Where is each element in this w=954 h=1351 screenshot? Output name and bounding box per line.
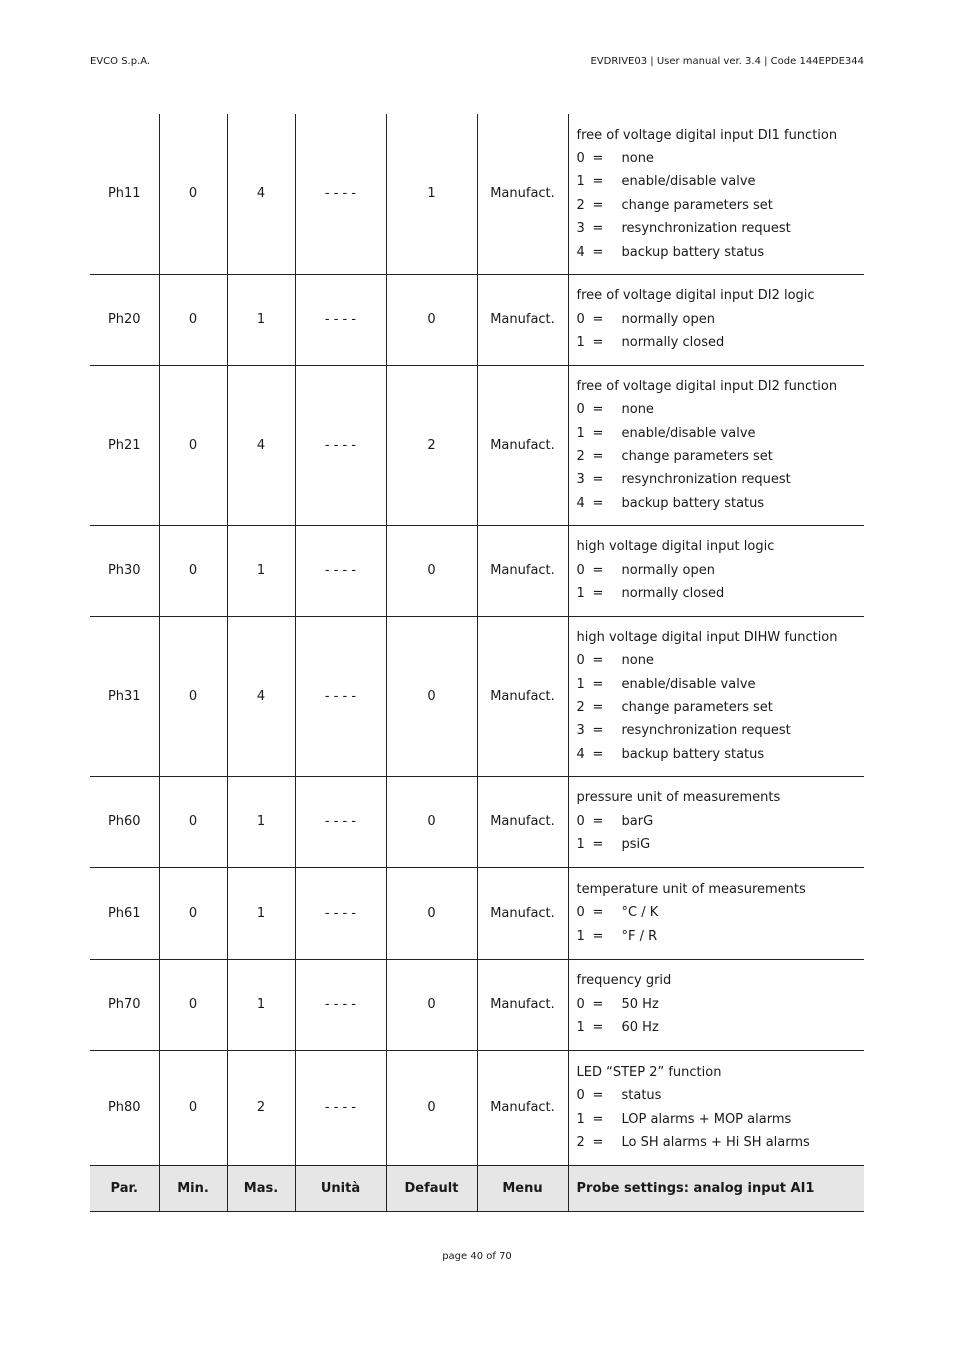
option-label: status xyxy=(621,1088,662,1104)
cell-menu: Manufact. xyxy=(477,776,568,867)
table-row xyxy=(90,274,864,365)
cell-min: 0 xyxy=(159,959,227,1050)
option-line xyxy=(577,1108,857,1131)
table-row xyxy=(90,365,864,525)
equals-sign: = xyxy=(592,586,604,602)
cell-max: 4 xyxy=(227,365,295,525)
cell-min: 0 xyxy=(159,274,227,365)
cell-default: 1 xyxy=(386,114,477,274)
cell-max: 4 xyxy=(227,114,295,274)
option-line xyxy=(577,901,857,924)
table-row xyxy=(90,525,864,616)
cell-menu: Manufact. xyxy=(477,959,568,1050)
cell-par: Ph31 xyxy=(90,616,159,776)
option-line xyxy=(577,719,857,742)
option-label: backup battery status xyxy=(621,495,765,511)
option-line xyxy=(577,147,857,170)
option-line xyxy=(577,1131,857,1154)
equals-sign: = xyxy=(592,653,604,669)
cell-unit: - - - - xyxy=(295,274,386,365)
option-label: enable/disable valve xyxy=(621,425,756,441)
cell-max: 1 xyxy=(227,959,295,1050)
cell-max: 1 xyxy=(227,274,295,365)
option-label: change parameters set xyxy=(621,197,773,213)
col-header-max: Mas. xyxy=(227,1165,295,1211)
cell-min: 0 xyxy=(159,114,227,274)
table-header-row xyxy=(90,1165,864,1211)
cell-default: 2 xyxy=(386,365,477,525)
parameters-table xyxy=(90,114,864,1212)
parameters-table-body xyxy=(90,114,864,1211)
equals-sign: = xyxy=(592,905,604,921)
cell-min: 0 xyxy=(159,365,227,525)
equals-sign: = xyxy=(592,723,604,739)
option-line xyxy=(577,743,857,766)
cell-max: 1 xyxy=(227,525,295,616)
col-header-unit: Unità xyxy=(295,1165,386,1211)
cell-description xyxy=(568,867,864,959)
cell-unit: - - - - xyxy=(295,959,386,1050)
cell-par: Ph60 xyxy=(90,776,159,867)
option-value: 4 xyxy=(576,244,585,260)
cell-par: Ph30 xyxy=(90,525,159,616)
cell-min: 0 xyxy=(159,616,227,776)
cell-default: 0 xyxy=(386,1050,477,1165)
cell-min: 0 xyxy=(159,1050,227,1165)
option-label: normally open xyxy=(621,562,715,578)
cell-menu: Manufact. xyxy=(477,114,568,274)
option-line xyxy=(577,468,857,491)
equals-sign: = xyxy=(592,425,604,441)
cell-max: 2 xyxy=(227,1050,295,1165)
option-value: 1 xyxy=(576,1111,585,1127)
option-label: °F / R xyxy=(621,928,658,944)
cell-menu: Manufact. xyxy=(477,525,568,616)
description-title: high voltage digital input DIHW function xyxy=(576,629,838,645)
cell-max: 4 xyxy=(227,616,295,776)
equals-sign: = xyxy=(592,244,604,260)
option-line xyxy=(577,170,857,193)
equals-sign: = xyxy=(592,221,604,237)
description-title: frequency grid xyxy=(576,973,672,989)
cell-min: 0 xyxy=(159,867,227,959)
option-value: 2 xyxy=(576,700,585,715)
option-label: resynchronization request xyxy=(621,221,791,237)
equals-sign: = xyxy=(592,1020,604,1036)
description-title: temperature unit of measurements xyxy=(576,881,806,897)
option-value: 3 xyxy=(576,221,585,237)
col-header-par: Par. xyxy=(90,1165,159,1211)
cell-description xyxy=(568,274,864,365)
option-label: normally closed xyxy=(621,586,725,602)
option-label: normally closed xyxy=(621,335,725,351)
option-line xyxy=(577,673,857,696)
equals-sign: = xyxy=(592,311,604,327)
cell-description xyxy=(568,525,864,616)
option-label: change parameters set xyxy=(621,449,773,464)
option-value: 1 xyxy=(576,676,585,692)
option-label: barG xyxy=(621,813,654,829)
cell-menu: Manufact. xyxy=(477,274,568,365)
option-value: 3 xyxy=(576,723,585,739)
description-title: free of voltage digital input DI2 logic xyxy=(576,288,815,304)
equals-sign: = xyxy=(592,449,604,464)
cell-menu: Manufact. xyxy=(477,1050,568,1165)
header-company: EVCO S.p.A. xyxy=(90,56,151,67)
option-line xyxy=(577,582,857,605)
col-header-min: Min. xyxy=(159,1165,227,1211)
option-value: 2 xyxy=(576,449,585,464)
option-label: normally open xyxy=(621,311,715,327)
option-line xyxy=(577,993,857,1016)
cell-min: 0 xyxy=(159,776,227,867)
description-title: pressure unit of measurements xyxy=(576,790,781,806)
page-number: page 40 of 70 xyxy=(442,1251,512,1262)
option-value: 0 xyxy=(576,150,585,166)
equals-sign: = xyxy=(592,928,604,944)
table-row xyxy=(90,867,864,959)
option-label: Lo SH alarms + Hi SH alarms xyxy=(621,1134,810,1150)
description-title: LED “STEP 2” function xyxy=(576,1064,722,1080)
option-value: 1 xyxy=(576,425,585,441)
equals-sign: = xyxy=(592,495,604,511)
cell-min: 0 xyxy=(159,525,227,616)
option-line xyxy=(577,1016,857,1039)
option-value: 0 xyxy=(576,653,585,669)
cell-unit: - - - - xyxy=(295,365,386,525)
table-row xyxy=(90,114,864,274)
cell-default: 0 xyxy=(386,867,477,959)
option-value: 0 xyxy=(576,1088,585,1104)
equals-sign: = xyxy=(592,746,604,762)
equals-sign: = xyxy=(592,813,604,829)
option-line xyxy=(577,217,857,240)
option-label: resynchronization request xyxy=(621,472,791,488)
table-row xyxy=(90,776,864,867)
cell-par: Ph70 xyxy=(90,959,159,1050)
cell-default: 0 xyxy=(386,776,477,867)
option-line xyxy=(577,194,857,217)
description-title: high voltage digital input logic xyxy=(576,539,775,555)
option-label: none xyxy=(621,150,654,166)
cell-menu: Manufact. xyxy=(477,867,568,959)
cell-menu: Manufact. xyxy=(477,616,568,776)
option-value: 1 xyxy=(576,837,585,853)
equals-sign: = xyxy=(592,700,604,715)
col-header-menu: Menu xyxy=(477,1165,568,1211)
equals-sign: = xyxy=(592,1088,604,1104)
option-line xyxy=(577,833,857,856)
option-value: 0 xyxy=(576,562,585,578)
cell-unit: - - - - xyxy=(295,1050,386,1165)
option-value: 2 xyxy=(576,197,585,213)
cell-par: Ph11 xyxy=(90,114,159,274)
option-value: 1 xyxy=(576,335,585,351)
option-label: resynchronization request xyxy=(621,723,791,739)
option-value: 1 xyxy=(576,174,585,190)
cell-unit: - - - - xyxy=(295,776,386,867)
option-line xyxy=(577,492,857,515)
cell-par: Ph80 xyxy=(90,1050,159,1165)
cell-unit: - - - - xyxy=(295,525,386,616)
cell-unit: - - - - xyxy=(295,867,386,959)
option-label: 50 Hz xyxy=(621,996,659,1012)
cell-description xyxy=(568,616,864,776)
col-header-default: Default xyxy=(386,1165,477,1211)
option-value: 0 xyxy=(576,402,585,418)
cell-unit: - - - - xyxy=(295,114,386,274)
equals-sign: = xyxy=(592,562,604,578)
equals-sign: = xyxy=(592,676,604,692)
option-label: enable/disable valve xyxy=(621,676,756,692)
option-line xyxy=(577,559,857,582)
option-value: 0 xyxy=(576,813,585,829)
option-label: 60 Hz xyxy=(621,1020,659,1036)
option-label: backup battery status xyxy=(621,746,765,762)
option-value: 0 xyxy=(576,311,585,327)
option-line xyxy=(577,1084,857,1107)
option-line xyxy=(577,696,857,719)
cell-unit: - - - - xyxy=(295,616,386,776)
cell-par: Ph61 xyxy=(90,867,159,959)
cell-default: 0 xyxy=(386,525,477,616)
cell-description xyxy=(568,365,864,525)
option-label: none xyxy=(621,653,654,669)
cell-par: Ph20 xyxy=(90,274,159,365)
equals-sign: = xyxy=(592,1134,604,1150)
option-line xyxy=(577,308,857,331)
option-label: enable/disable valve xyxy=(621,174,756,190)
equals-sign: = xyxy=(592,837,604,853)
option-label: none xyxy=(621,402,654,418)
equals-sign: = xyxy=(592,472,604,488)
option-value: 2 xyxy=(576,1134,585,1150)
cell-description xyxy=(568,1050,864,1165)
cell-par: Ph21 xyxy=(90,365,159,525)
table-row xyxy=(90,1050,864,1165)
option-label: change parameters set xyxy=(621,700,773,715)
option-value: 1 xyxy=(576,928,585,944)
option-value: 1 xyxy=(576,1020,585,1036)
section-title: Probe settings: analog input AI1 xyxy=(568,1165,864,1211)
cell-max: 1 xyxy=(227,776,295,867)
equals-sign: = xyxy=(592,174,604,190)
equals-sign: = xyxy=(592,197,604,213)
option-line xyxy=(577,925,857,948)
option-label: °C / K xyxy=(621,905,659,921)
description-title: free of voltage digital input DI2 function xyxy=(576,378,838,394)
option-line xyxy=(577,445,857,468)
cell-description xyxy=(568,114,864,274)
option-value: 1 xyxy=(576,586,585,602)
option-value: 4 xyxy=(576,746,585,762)
equals-sign: = xyxy=(592,996,604,1012)
option-line xyxy=(577,810,857,833)
table-row xyxy=(90,616,864,776)
equals-sign: = xyxy=(592,1111,604,1127)
cell-default: 0 xyxy=(386,959,477,1050)
cell-max: 1 xyxy=(227,867,295,959)
option-value: 0 xyxy=(576,996,585,1012)
option-line xyxy=(577,241,857,264)
cell-description xyxy=(568,776,864,867)
option-line xyxy=(577,422,857,445)
equals-sign: = xyxy=(592,402,604,418)
option-value: 4 xyxy=(576,495,585,511)
cell-description xyxy=(568,959,864,1050)
equals-sign: = xyxy=(592,335,604,351)
option-line xyxy=(577,398,857,421)
equals-sign: = xyxy=(592,150,604,166)
option-line xyxy=(577,331,857,354)
cell-default: 0 xyxy=(386,616,477,776)
cell-menu: Manufact. xyxy=(477,365,568,525)
cell-default: 0 xyxy=(386,274,477,365)
option-label: LOP alarms + MOP alarms xyxy=(621,1111,792,1127)
option-label: backup battery status xyxy=(621,244,765,260)
header-doc-ref: EVDRIVE03 | User manual ver. 3.4 | Code 144EPDE344 xyxy=(590,56,864,67)
option-value: 3 xyxy=(576,472,585,488)
option-value: 0 xyxy=(576,905,585,921)
table-row xyxy=(90,959,864,1050)
description-title: free of voltage digital input DI1 function xyxy=(576,127,838,143)
option-label: psiG xyxy=(621,837,651,853)
option-line xyxy=(577,649,857,672)
